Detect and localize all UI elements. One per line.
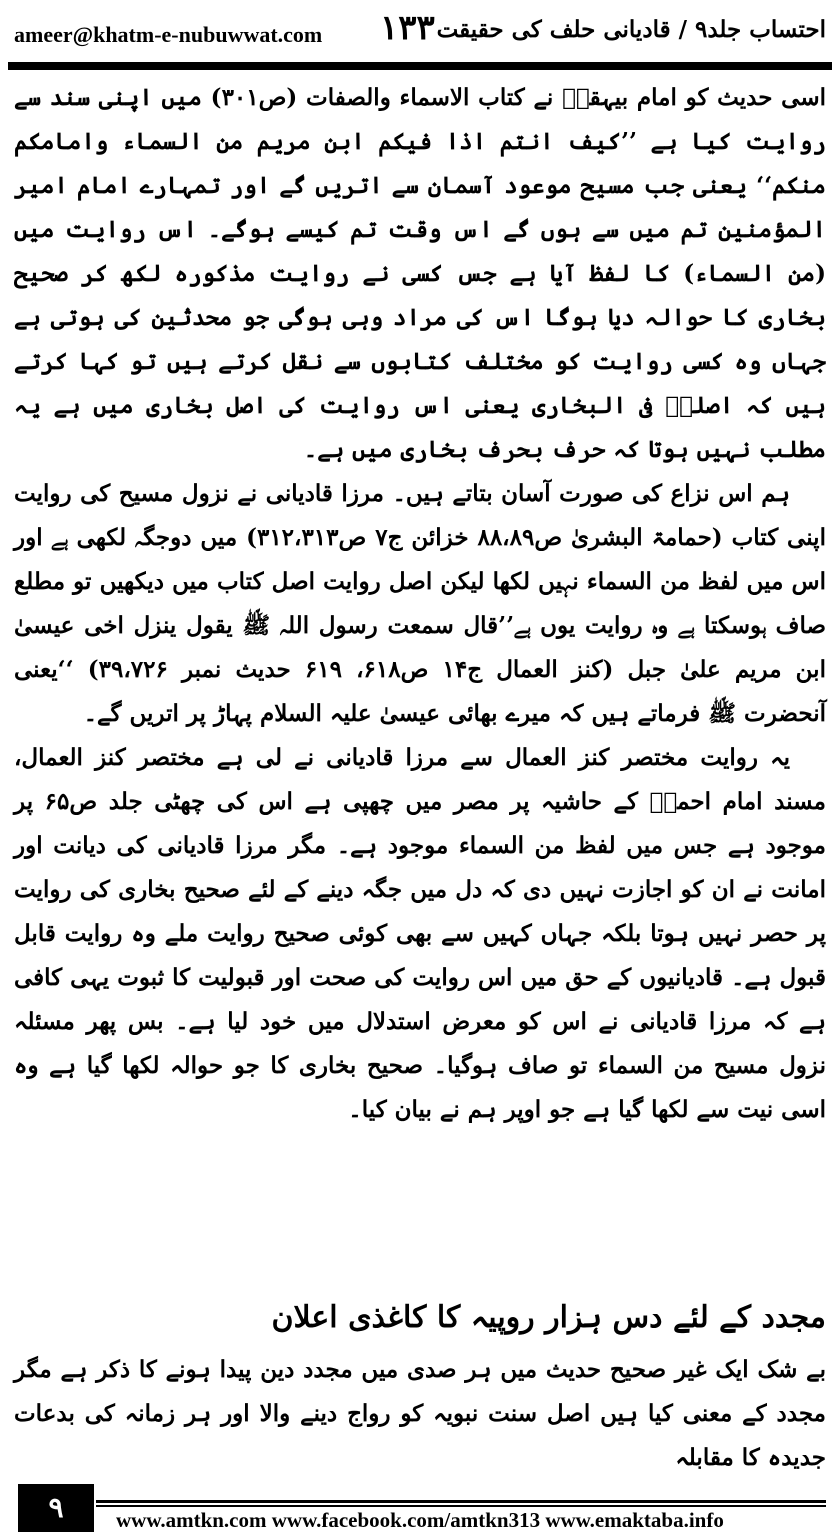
section-body — [14, 1348, 826, 1480]
paragraph-2-intro: ہم اس نزاع کی صورت آسان بتاتے ہیں۔ مرزا قادیانی نے نزول مسیح کی روایت اپنی کتاب (حمامۃ البشریٰ ص۸۸،۸۹ خزائن ج۷ ص۳۱۲،۳۱۳) میں دوجگہ لکھی ہے اور اس میں لفظ من السماء نہیں لکھا لیکن اصل روایت اصل کتاب میں دیکھیں تو مطلع صاف ہوسکتا ہے وہ روایت یوں ہے — [14, 480, 826, 639]
header-rule — [8, 62, 832, 70]
arabic-hadith-1: ’’کیف انتم اذا فیکم ابن مریم من السماء وامامکم منکم‘‘ — [14, 128, 826, 199]
arabic-hadith-2: ’’قال سمعت رسول اللہ ﷺ یقول ینزل اخی عیسیٰ ابن مریم علیٰ جبل — [14, 612, 826, 683]
paragraph-1-urdu: یعنی جب مسیح موعود آسمان سے اتریں گے اور تمہارے امام امیر المؤمنین تم میں سے ہوں گے اس وقت تم کیسے ہوگے۔ اس روایت میں (من السماء) کا لفظ آیا ہے جس کسی نے روایت مذکورہ لکھ کر صحیح بخاری کا حوالہ دیا ہوگا اس کی مراد وہی ہوگی جو محدثین کی ہوتی ہے جہاں وہ کسی روایت کو مختلف کتابوں سے نقل کرتے ہیں تو کہا کرتے ہیں کہ اصلہٗ فی البخاری یعنی اس روایت کی اصل بخاری میں ہے یہ مطلب نہیں ہوتا کہ حرف بحرف بخاری میں ہے۔ — [14, 172, 826, 463]
paragraph-3: یہ روایت مختصر کنز العمال سے مرزا قادیانی نے لی ہے مختصر کنز العمال، مسند امام احمدؒ کے حاشیہ پر مصر میں چھپی ہے اس کی چھٹی جلد ص۶۵ پر موجود ہے جس میں لفظ من السماء موجود ہے۔ مگر مرزا قادیانی کی دیانت اور امانت نے ان کو اجازت نہیں دی کہ دل میں جگہ دینے کے لئے صحیح بخاری کی روایت پر حصر نہیں ہوتا بلکہ جہاں کہیں سے بھی کوئی صحیح روایت ملے وہ روایت قابل قبول ہے۔ قادیانیوں کے حق میں اس روایت کی صحت اور قبولیت کا ثبوت یہی کافی ہے کہ مرزا قادیانی نے اس کو معرض استدلال میں خود لیا ہے۔ بس پھر مسئلہ نزول مسیح من السماء تو صاف ہوگیا۔ صحیح بخاری کا جو حوالہ لکھا گیا ہے وہ اسی نیت سے لکھا گیا ہے جو اوپر ہم نے بیان کیا۔ — [14, 744, 826, 1123]
footer-page-box: ۹ — [18, 1484, 94, 1532]
footer-rule — [96, 1500, 826, 1503]
body-text — [14, 76, 826, 1132]
footer-links: www.amtkn.com www.facebook.com/amtkn313 www.emaktaba.info — [116, 1508, 724, 1532]
paragraph-2-translation: ‘‘یعنی آنحضرت ﷺ فرماتے ہیں کہ میرے بھائی عیسیٰ علیہ السلام پہاڑ پر اتریں گے۔ — [14, 656, 826, 727]
paragraph-2 — [14, 472, 826, 736]
page-number: ۱۳۳ — [380, 8, 435, 48]
section-heading: مجدد کے لئے دس ہزار روپیہ کا کاغذی اعلان — [271, 1300, 826, 1335]
paragraph-1-line-1: اسی حدیث کو امام بیہقیؒ نے کتاب الاسماء والصفات (ص۳۰۱) میں اپنی سند سے روایت کیا ہے — [14, 84, 826, 155]
citation-kanz: (کنز العمال ج۱۴ ص۶۱۸، ۶۱۹ حدیث نمبر ۳۹،۷۲۶) — [87, 656, 628, 683]
running-title: احتساب جلد۹ / قادیانی حلف کی حقیقت — [436, 16, 826, 43]
paragraph-1 — [14, 76, 826, 472]
footer-rule-thin — [96, 1505, 826, 1507]
header-email: ameer@khatm-e-nubuwwat.com — [14, 22, 323, 47]
section-paragraph: بے شک ایک غیر صحیح حدیث میں ہر صدی میں مجدد دین پیدا ہونے کا ذکر ہے مگر مجدد کے معنی کیا ہیں اصل سنت نبویہ کو رواج دینے والا اور ہر زمانہ کی بدعات جدیدہ کا مقابلہ — [14, 1356, 826, 1471]
page-header — [0, 0, 840, 62]
